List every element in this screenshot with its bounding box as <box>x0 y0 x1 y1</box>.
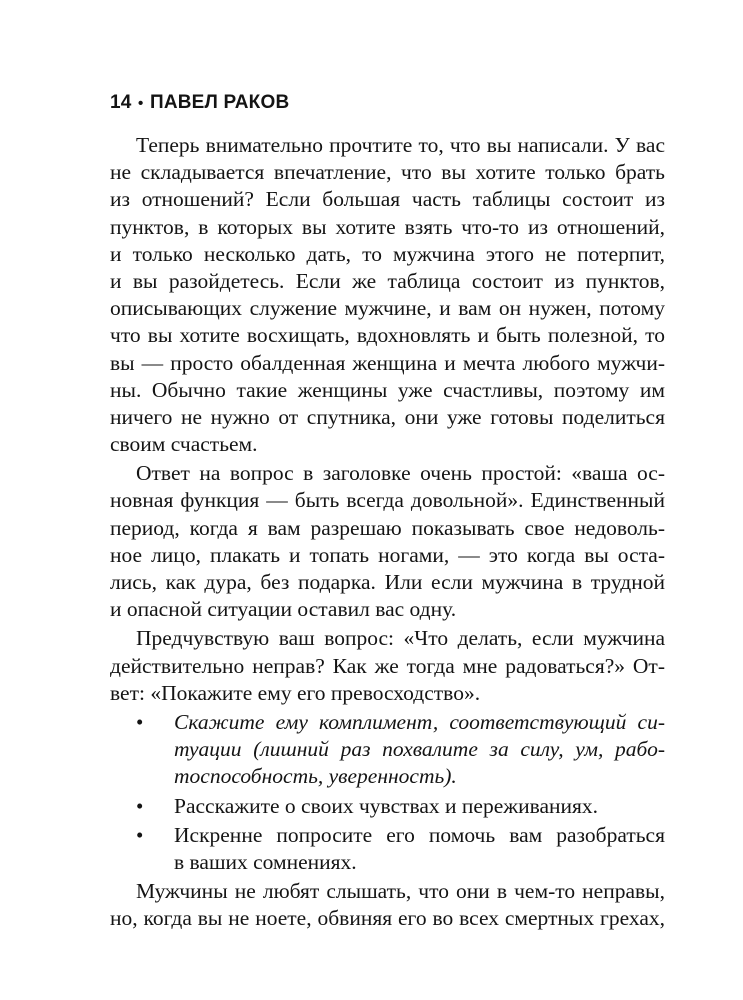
text-line: Ответ на вопрос в заголовке очень простой: «ваша ос- <box>136 461 665 486</box>
running-head <box>110 92 289 114</box>
list-item <box>110 709 665 791</box>
text-line: в ваших сомнениях. <box>174 849 357 874</box>
text-line: своим счастьем. <box>110 432 258 457</box>
text-line: Предчувствую ваш вопрос: «Что делать, если мужчина <box>136 626 665 651</box>
body-text <box>110 132 665 932</box>
text-line: и только несколько дать, то мужчина этого не потерпит, <box>110 241 665 266</box>
text-line: действительно неправ? Как же тогда мне радоваться?» От- <box>110 653 665 678</box>
paragraph-1 <box>110 132 665 458</box>
text-line: тоспособность, уверенность). <box>174 764 457 789</box>
text-line: ны. Обычно такие женщины уже счастливы, поэтому им <box>110 377 665 402</box>
paragraph-2 <box>110 460 665 623</box>
text-line: и вы разойдетесь. Если же таблица состоит из пунктов, <box>110 268 665 293</box>
text-line: туации (лишний раз похвалите за силу, ум, рабо- <box>174 737 665 762</box>
text-line: новная функция — быть всегда довольной». Единственный <box>110 488 665 513</box>
paragraph-3 <box>110 625 665 707</box>
bullet-list <box>110 709 665 876</box>
text-line: вет: «Покажите ему его превосходство». <box>110 680 481 705</box>
header-separator: • <box>138 95 144 112</box>
text-line: пунктов, в которых вы хотите взять что-то из отношений, <box>110 214 665 239</box>
text-line: Расскажите о своих чувствах и переживаниях. <box>174 793 599 818</box>
text-line: Искренне попросите его помочь вам разобраться <box>174 822 665 847</box>
text-line: не складывается впечатление, что вы хотите только брать <box>110 160 665 185</box>
text-line: и опасной ситуации оставил вас одну. <box>110 597 457 622</box>
text-line: Мужчины не любят слышать, что они в чем-то неправы, <box>136 879 665 904</box>
text-line: описывающих служение мужчине, и вам он нужен, потому <box>110 296 665 321</box>
text-line: ное лицо, плакать и топать ногами, — это когда вы оста- <box>110 542 665 567</box>
text-line: Скажите ему комплимент, соответствующий си- <box>174 709 665 734</box>
author-name: ПАВЕЛ РАКОВ <box>149 92 290 113</box>
text-line: из отношений? Если большая часть таблицы состоит из <box>110 187 665 212</box>
text-line: ничего не нужно от спутника, они уже готовы поделиться <box>110 404 665 429</box>
list-item <box>110 822 665 876</box>
text-line: что вы хотите восхищать, вдохновлять и быть полезной, то <box>110 323 665 348</box>
text-line: вы — просто обалденная женщина и мечта любого мужчи- <box>110 350 665 375</box>
paragraph-4 <box>110 878 665 932</box>
page-number: 14 <box>110 92 132 113</box>
list-item <box>110 793 665 820</box>
text-line: Теперь внимательно прочтите то, что вы написали. У вас <box>136 133 665 157</box>
bullet-icon: • <box>136 822 144 847</box>
text-line: лись, как дура, без подарка. Или если мужчина в трудной <box>110 570 665 594</box>
bullet-icon: • <box>136 793 144 818</box>
text-line: но, когда вы не ноете, обвиняя его во всех смертных грехах, <box>110 906 665 931</box>
text-line: период, когда я вам разрешаю показывать свое недоволь- <box>110 515 665 540</box>
bullet-icon: • <box>136 709 144 734</box>
